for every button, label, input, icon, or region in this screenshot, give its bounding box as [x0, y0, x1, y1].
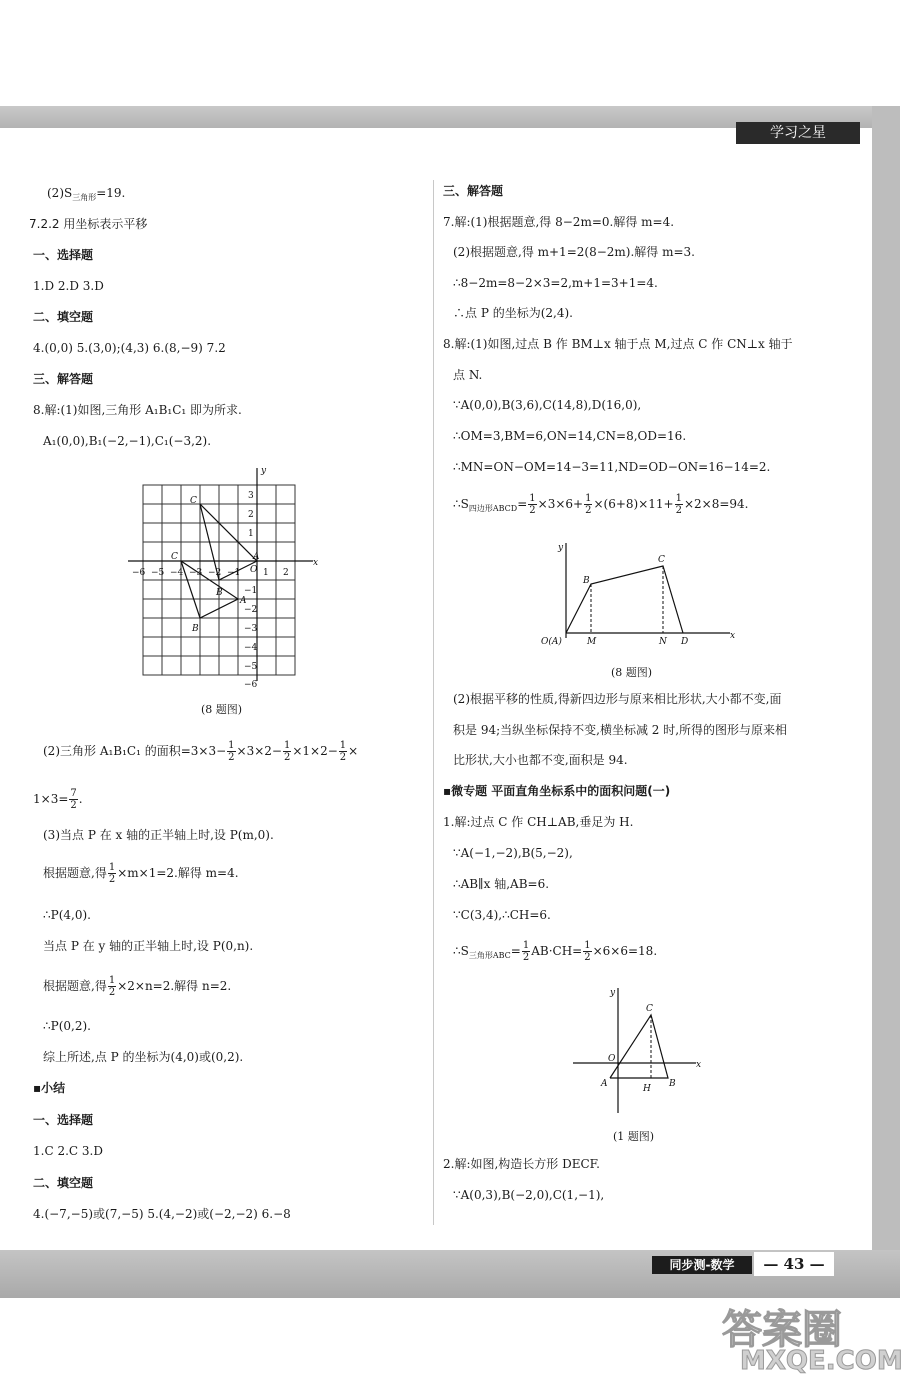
- q8r-part2-line2: 积是 94;当纵坐标保持不变,横坐标减 2 时,所得的图形与原来相: [453, 723, 788, 737]
- figure-caption-right: (8 题图): [611, 666, 653, 679]
- svg-text:3: 3: [248, 491, 254, 501]
- q8r-line5: ∴MN=ON−OM=14−3=11,ND=OD−ON=16−14=2.: [453, 460, 771, 474]
- svg-text:y: y: [610, 988, 616, 998]
- svg-text:O: O: [250, 565, 258, 575]
- svg-text:−6: −6: [244, 680, 258, 690]
- svg-text:O: O: [608, 1054, 616, 1064]
- q8r-area-formula: $\therefore S_{四边形ABCD}=$ $\frac{1}{2}$ ×3×6+ $\frac{1}{2}$ ×(6+8)×11+ $\frac{1}{2}$ ×2×8=94.: [453, 493, 749, 516]
- svg-text:B: B: [192, 624, 199, 634]
- svg-text:C: C: [190, 496, 197, 506]
- q7-line3: ∴8−2m=8−2×3=2,m+1=3+1=4.: [453, 276, 658, 290]
- figure-caption-triangle: (1 题图): [613, 1130, 655, 1143]
- svg-text:B: B: [583, 576, 590, 586]
- figure-caption-left: (8 题图): [201, 703, 243, 716]
- area-result: $(2)S_{三角形}=19$.: [47, 186, 126, 202]
- svg-text:A: A: [253, 552, 260, 562]
- q8-part2-line2: 1×3= $\frac{7}{2}$ .: [33, 788, 83, 811]
- svg-text:M: M: [587, 637, 597, 647]
- q8r-part2-line1: (2)根据平移的性质,得新四边形与原来相比形状,大小都不变,面: [453, 692, 782, 706]
- svg-text:−6: −6: [132, 568, 146, 578]
- svg-text:−2: −2: [244, 605, 258, 615]
- q8r-part2-line3: 比形状,大小也都不变,面积是 94.: [453, 753, 628, 767]
- triangle-figure: [568, 983, 708, 1118]
- svg-text:B: B: [669, 1079, 676, 1089]
- svg-text:N: N: [659, 637, 667, 647]
- heading-fill: 二、填空题: [33, 310, 94, 324]
- q8-part3-line1: (3)当点 P 在 x 轴的正半轴上时,设 P(m,0).: [43, 828, 274, 842]
- q7-line1: 7.解:(1)根据题意,得 8−2m=0.解得 m=4.: [443, 215, 675, 229]
- svg-text:y: y: [558, 543, 564, 553]
- p1-line3: ∴AB∥x 轴,AB=6.: [453, 877, 550, 891]
- fraction-half: $\frac{1}{2}$: [283, 740, 291, 763]
- heading-choice: 一、选择题: [33, 248, 94, 262]
- column-divider: [433, 180, 434, 1225]
- q8-part3-line5: 根据题意,得 $\frac{1}{2}$ ×2×n=2.解得 n=2.: [43, 975, 232, 998]
- q8-coordinates: A₁(0,0),B₁(−2,−1),C₁(−3,2).: [43, 434, 212, 448]
- heading-choice-2: 一、选择题: [33, 1113, 94, 1127]
- q8r-line1: 8.解:(1)如图,过点 B 作 BM⊥x 轴于点 M,过点 C 作 CN⊥x 轴于: [443, 337, 793, 351]
- heading-solve-right: 三、解答题: [443, 184, 504, 198]
- svg-text:1: 1: [248, 529, 254, 539]
- q8-part3-line6: ∴P(0,2).: [43, 1019, 91, 1033]
- q8-part3-line2: 根据题意,得 $\frac{1}{2}$ ×m×1=2.解得 m=4.: [43, 862, 239, 885]
- right-edge-strip: [872, 106, 900, 1298]
- special-topic-heading: ▪微专题 平面直角坐标系中的面积问题(一): [443, 784, 671, 798]
- page-number: — 43 —: [754, 1252, 834, 1276]
- heading-fill-2: 二、填空题: [33, 1176, 94, 1190]
- footer-series-label: 同步测-数学: [652, 1256, 752, 1274]
- p1-area-formula: $\therefore S_{三角形ABC}=$ $\frac{1}{2}$ AB·CH= $\frac{1}{2}$ ×6×6=18.: [453, 940, 658, 963]
- quadrilateral-figure: [538, 538, 738, 653]
- choice-answers: 1.D 2.D 3.D: [33, 279, 104, 293]
- svg-text:C: C: [646, 1004, 653, 1014]
- svg-text:−1: −1: [227, 568, 241, 578]
- svg-text:2: 2: [248, 510, 254, 520]
- svg-text:O(A): O(A): [541, 637, 562, 647]
- fraction-half: $\frac{1}{2}$: [339, 740, 347, 763]
- svg-text:y: y: [261, 466, 267, 476]
- grid-figure: [128, 463, 348, 690]
- fraction-half: $\frac{1}{2}$: [228, 740, 235, 763]
- svg-text:A: A: [240, 596, 247, 606]
- fraction-half: $\frac{1}{2}$: [585, 493, 592, 516]
- svg-text:A: A: [601, 1079, 608, 1089]
- svg-text:x: x: [696, 1060, 702, 1070]
- q8r-line2: 点 N.: [453, 368, 483, 382]
- svg-text:x: x: [730, 631, 736, 641]
- summary-heading: ▪小结: [33, 1081, 66, 1095]
- q8-part3-line3: ∴P(4,0).: [43, 908, 91, 922]
- q8r-line4: ∴OM=3,BM=6,ON=14,CN=8,OD=16.: [453, 429, 687, 443]
- q8-part3-line7: 综上所述,点 P 的坐标为(4,0)或(0,2).: [43, 1050, 244, 1064]
- svg-text:D: D: [681, 637, 689, 647]
- q7-line4: ∴点 P 的坐标为(2,4).: [453, 306, 573, 320]
- svg-text:2: 2: [283, 568, 289, 578]
- watermark-logo: 答案圈: [722, 1307, 842, 1353]
- p2-line1: 2.解:如图,构造长方形 DECF.: [443, 1157, 600, 1171]
- svg-text:x: x: [313, 558, 319, 568]
- svg-text:−4: −4: [170, 568, 184, 578]
- svg-text:H: H: [643, 1084, 651, 1094]
- fraction-half: $\frac{1}{2}$: [108, 862, 116, 885]
- fill-answers: 4.(0,0) 5.(3,0);(4,3) 6.(8,−9) 7.2: [33, 341, 226, 355]
- q8-part2-line1: (2)三角形 A₁B₁C₁ 的面积=3×3− $\frac{1}{2}$ ×3×2− $\frac{1}{2}$ ×1×2− $\frac{1}{2}$ ×: [43, 740, 359, 763]
- section-title: 7.2.2 用坐标表示平移: [29, 217, 148, 231]
- svg-text:−3: −3: [244, 624, 258, 634]
- watermark-url: MXQE.COM: [740, 1346, 903, 1376]
- p1-line1: 1.解:过点 C 作 CH⊥AB,垂足为 H.: [443, 815, 634, 829]
- svg-text:1: 1: [263, 568, 269, 578]
- p2-line2: ∵A(0,3),B(−2,0),C(1,−1),: [453, 1188, 605, 1202]
- q8-part1: 8.解:(1)如图,三角形 A₁B₁C₁ 即为所求.: [33, 403, 242, 417]
- svg-text:−5: −5: [244, 662, 258, 672]
- svg-text:C: C: [658, 555, 665, 565]
- q8r-line3: ∵A(0,0),B(3,6),C(14,8),D(16,0),: [453, 398, 642, 412]
- svg-text:B: B: [216, 588, 223, 598]
- fraction-half: $\frac{1}{2}$: [108, 975, 116, 998]
- p1-line4: ∵C(3,4),∴CH=6.: [453, 908, 551, 922]
- p1-line2: ∵A(−1,−2),B(5,−2),: [453, 846, 573, 860]
- fraction-half: $\frac{1}{2}$: [675, 493, 682, 516]
- fraction-half: $\frac{1}{2}$: [522, 940, 530, 963]
- svg-text:−5: −5: [151, 568, 165, 578]
- choice-answers-2: 1.C 2.C 3.D: [33, 1144, 103, 1158]
- q7-line2: (2)根据题意,得 m+1=2(8−2m).解得 m=3.: [453, 245, 695, 259]
- brand-label: 学习之星: [736, 122, 860, 144]
- svg-text:C: C: [171, 552, 178, 562]
- q8-part3-line4: 当点 P 在 y 轴的正半轴上时,设 P(0,n).: [43, 939, 254, 953]
- svg-text:−4: −4: [244, 643, 258, 653]
- heading-solve: 三、解答题: [33, 372, 94, 386]
- svg-text:−2: −2: [208, 568, 222, 578]
- fraction-seven-halves: $\frac{7}{2}$: [70, 788, 77, 811]
- svg-text:−1: −1: [244, 586, 258, 596]
- fraction-half: $\frac{1}{2}$: [529, 493, 536, 516]
- svg-text:−3: −3: [189, 568, 203, 578]
- fraction-half: $\frac{1}{2}$: [584, 940, 591, 963]
- fill-answers-2: 4.(−7,−5)或(7,−5) 5.(4,−2)或(−2,−2) 6.−8: [33, 1207, 291, 1221]
